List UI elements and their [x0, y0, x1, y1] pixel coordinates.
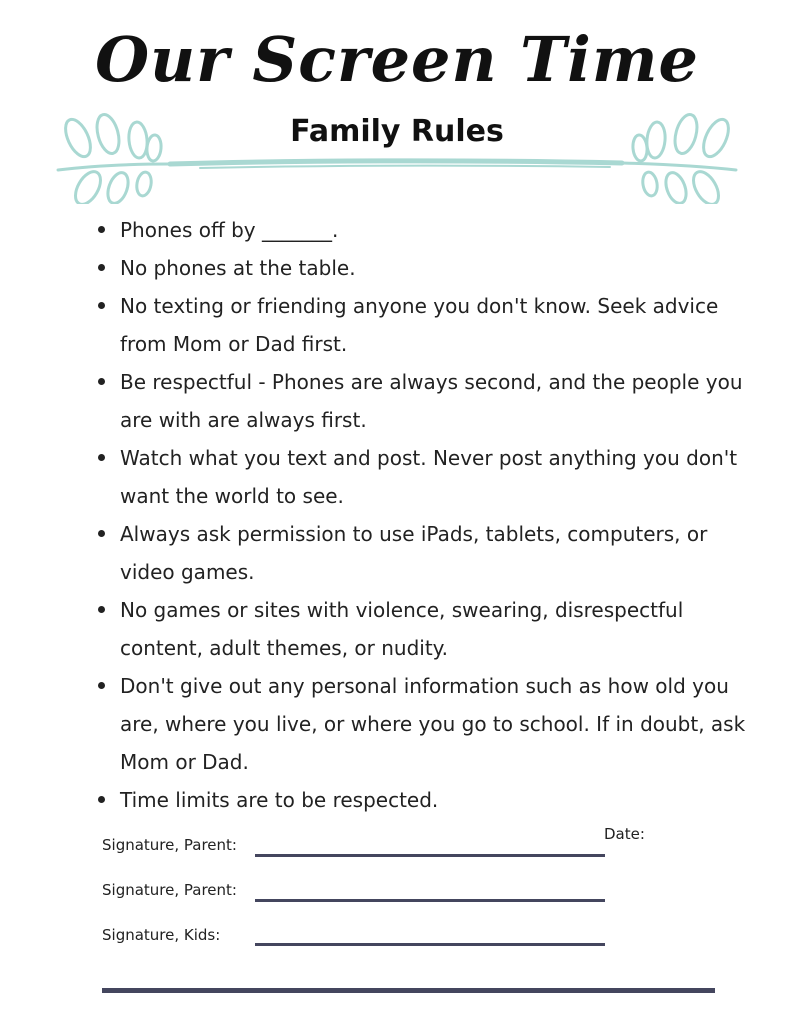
bullet-icon: [98, 264, 105, 271]
rule-item: [96, 439, 746, 515]
bullet-icon: [98, 530, 105, 537]
rule-text: No games or sites with violence, swearing, disrespectful content, adult themes, or nudity.: [120, 598, 684, 660]
rule-text: No texting or friending anyone you don't know. Seek advice from Mom or Dad first.: [120, 294, 719, 356]
bullet-icon: [98, 606, 105, 613]
rule-text: Always ask permission to use iPads, tablets, computers, or video games.: [120, 522, 708, 584]
bullet-icon: [98, 378, 105, 385]
page-subtitle: Family Rules: [290, 114, 504, 149]
rule-item: [96, 363, 746, 439]
rule-item: [96, 287, 746, 363]
bottom-divider: [102, 988, 715, 993]
rule-text: Phones off by _______.: [120, 218, 339, 242]
bullet-icon: [98, 226, 105, 233]
kids-signature-line[interactable]: [255, 943, 605, 946]
parent-signature-line-1[interactable]: [255, 854, 605, 857]
kids-signature-label: Signature, Kids:: [102, 926, 221, 944]
bullet-icon: [98, 682, 105, 689]
rule-item: [96, 667, 746, 781]
rules-list: [96, 211, 746, 819]
rule-item: [96, 781, 746, 819]
parent-signature-label-1: Signature, Parent:: [102, 836, 237, 854]
bullet-icon: [98, 796, 105, 803]
rule-item: [96, 249, 746, 287]
rule-text: No phones at the table.: [120, 256, 356, 280]
bullet-icon: [98, 454, 105, 461]
bullet-icon: [98, 302, 105, 309]
rule-text: Don't give out any personal information such as how old you are, where you live, or where you go to school. If in doubt, ask Mom or Dad.: [120, 674, 746, 774]
rule-item: [96, 591, 746, 667]
rule-text: Be respectful - Phones are always second, and the people you are with are always first.: [120, 370, 743, 432]
rule-item: [96, 515, 746, 591]
rule-text: Time limits are to be respected.: [120, 788, 439, 812]
page-title: Our Screen Time: [95, 23, 699, 96]
parent-signature-label-2: Signature, Parent:: [102, 881, 237, 899]
date-label: Date:: [604, 825, 645, 843]
rule-text: Watch what you text and post. Never post anything you don't want the world to see.: [120, 446, 738, 508]
parent-signature-line-2[interactable]: [255, 899, 605, 902]
rule-item: [96, 211, 746, 249]
